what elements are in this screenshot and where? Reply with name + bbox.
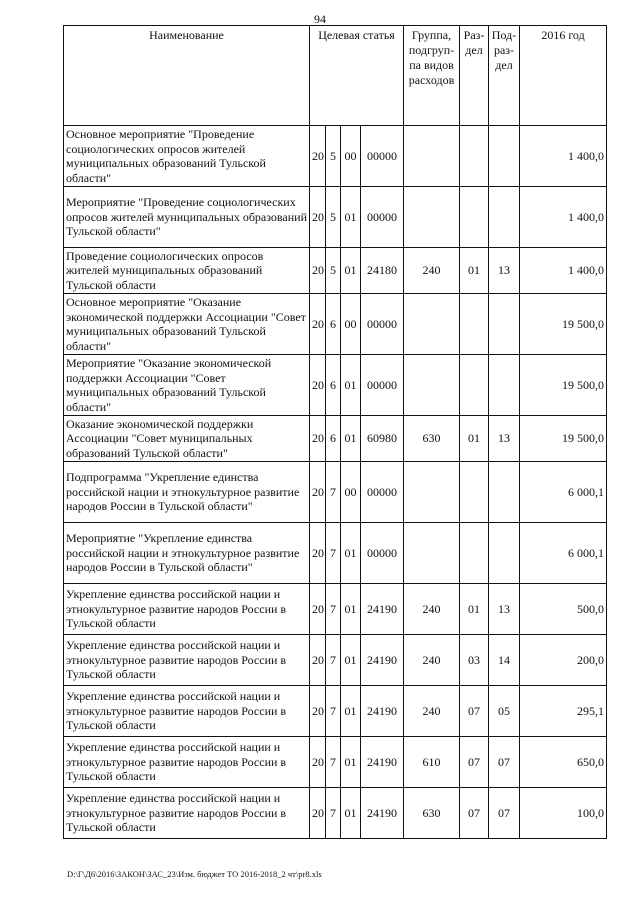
subsection-code: 13 [489,416,520,462]
target-code-subprogram: 6 [326,294,341,355]
page-number: 94 [314,12,326,26]
target-code-program: 20 [310,635,326,686]
target-code-direction: 24190 [361,686,404,737]
row-name: Укрепление единства российской нации и этнокультурное развитие народов России в Тульской области [64,686,310,737]
expense-group: 610 [404,737,460,788]
section-code [460,462,489,523]
target-code-direction: 00000 [361,462,404,523]
target-code-subprogram: 7 [326,635,341,686]
row-name: Укрепление единства российской нации и этнокультурное развитие народов России в Тульской области [64,788,310,839]
target-code-subprogram: 5 [326,126,341,187]
subsection-code [489,294,520,355]
amount-2016: 19 500,0 [520,294,607,355]
table-row [64,523,607,584]
header-year: 2016 год [520,26,607,126]
target-code-event: 00 [341,462,361,523]
table-body [64,126,607,839]
target-code-event: 01 [341,737,361,788]
section-code [460,523,489,584]
expense-group [404,126,460,187]
subsection-code: 14 [489,635,520,686]
subsection-code [489,355,520,416]
target-code-direction: 00000 [361,187,404,248]
section-code [460,294,489,355]
header-subsection: Под-раз-дел [489,26,520,126]
amount-2016: 1 400,0 [520,126,607,187]
section-code: 01 [460,416,489,462]
target-code-program: 20 [310,584,326,635]
amount-2016: 19 500,0 [520,416,607,462]
row-name: Укрепление единства российской нации и этнокультурное развитие народов России в Тульской области [64,635,310,686]
subsection-code: 13 [489,584,520,635]
table-row [64,686,607,737]
expense-group [404,294,460,355]
subsection-code: 07 [489,788,520,839]
table-header-row [64,26,607,126]
table-row [64,584,607,635]
expense-group [404,187,460,248]
header-group: Группа, подгруп-па видов расходов [404,26,460,126]
section-code: 07 [460,686,489,737]
target-code-event: 00 [341,294,361,355]
subsection-code: 05 [489,686,520,737]
header-name: Наименование [64,26,310,126]
target-code-event: 01 [341,416,361,462]
subsection-code [489,523,520,584]
target-code-event: 01 [341,635,361,686]
target-code-direction: 00000 [361,355,404,416]
target-code-program: 20 [310,788,326,839]
budget-table [63,25,607,839]
target-code-program: 20 [310,462,326,523]
header-section: Раз-дел [460,26,489,126]
expense-group: 630 [404,788,460,839]
amount-2016: 500,0 [520,584,607,635]
section-code: 07 [460,737,489,788]
amount-2016: 650,0 [520,737,607,788]
table-row [64,462,607,523]
target-code-direction: 00000 [361,294,404,355]
amount-2016: 1 400,0 [520,187,607,248]
section-code: 01 [460,248,489,294]
row-name: Основное мероприятие "Оказание экономической поддержки Ассоциации "Совет муниципальных образований Тульской области" [64,294,310,355]
target-code-program: 20 [310,187,326,248]
target-code-event: 01 [341,788,361,839]
target-code-direction: 00000 [361,126,404,187]
target-code-program: 20 [310,294,326,355]
table-row [64,737,607,788]
row-name: Укрепление единства российской нации и этнокультурное развитие народов России в Тульской области [64,737,310,788]
row-name: Оказание экономической поддержки Ассоциации "Совет муниципальных образований Тульской области" [64,416,310,462]
table-row [64,416,607,462]
target-code-program: 20 [310,355,326,416]
amount-2016: 19 500,0 [520,355,607,416]
row-name: Мероприятие "Укрепление единства российской нации и этнокультурное развитие народов России в Тульской области" [64,523,310,584]
target-code-event: 01 [341,584,361,635]
section-code [460,126,489,187]
expense-group: 240 [404,686,460,737]
target-code-direction: 24190 [361,788,404,839]
target-code-subprogram: 5 [326,248,341,294]
expense-group: 240 [404,248,460,294]
target-code-event: 01 [341,248,361,294]
target-code-subprogram: 6 [326,416,341,462]
table-row [64,294,607,355]
table-row [64,788,607,839]
row-name: Проведение социологических опросов жителей муниципальных образований Тульской области [64,248,310,294]
section-code: 03 [460,635,489,686]
target-code-program: 20 [310,416,326,462]
section-code [460,187,489,248]
target-code-program: 20 [310,686,326,737]
amount-2016: 100,0 [520,788,607,839]
target-code-event: 00 [341,126,361,187]
expense-group: 630 [404,416,460,462]
amount-2016: 1 400,0 [520,248,607,294]
target-code-subprogram: 7 [326,686,341,737]
amount-2016: 295,1 [520,686,607,737]
row-name: Укрепление единства российской нации и этнокультурное развитие народов России в Тульской области [64,584,310,635]
table-row [64,635,607,686]
target-code-program: 20 [310,126,326,187]
row-name: Мероприятие "Проведение социологических опросов жителей муниципальных образований Тульской области" [64,187,310,248]
target-code-subprogram: 7 [326,462,341,523]
table-row [64,187,607,248]
file-path-footer: D:\Г\Д6\2016\ЗАКОН\ЗАС_23\Изм. бюджет ТО 2016-2018_2 чт\pr8.xls [67,869,322,879]
target-code-program: 20 [310,737,326,788]
target-code-program: 20 [310,523,326,584]
target-code-event: 01 [341,523,361,584]
header-target-article: Целевая статья [310,26,404,126]
subsection-code: 13 [489,248,520,294]
target-code-program: 20 [310,248,326,294]
target-code-subprogram: 7 [326,737,341,788]
amount-2016: 200,0 [520,635,607,686]
target-code-subprogram: 7 [326,523,341,584]
row-name: Основное мероприятие "Проведение социологических опросов жителей муниципальных образований Тульской области" [64,126,310,187]
expense-group: 240 [404,635,460,686]
section-code [460,355,489,416]
subsection-code [489,462,520,523]
expense-group [404,462,460,523]
target-code-subprogram: 6 [326,355,341,416]
target-code-direction: 24190 [361,737,404,788]
target-code-event: 01 [341,686,361,737]
target-code-direction: 24190 [361,635,404,686]
section-code: 07 [460,788,489,839]
target-code-direction: 00000 [361,523,404,584]
table-row [64,126,607,187]
target-code-direction: 60980 [361,416,404,462]
target-code-subprogram: 7 [326,584,341,635]
target-code-subprogram: 7 [326,788,341,839]
row-name: Мероприятие "Оказание экономической поддержки Ассоциации "Совет муниципальных образований Тульской области" [64,355,310,416]
section-code: 01 [460,584,489,635]
expense-group: 240 [404,584,460,635]
subsection-code: 07 [489,737,520,788]
row-name: Подпрограмма "Укрепление единства российской нации и этнокультурное развитие народов России в Тульской области" [64,462,310,523]
target-code-direction: 24180 [361,248,404,294]
table-row [64,355,607,416]
amount-2016: 6 000,1 [520,462,607,523]
target-code-direction: 24190 [361,584,404,635]
expense-group [404,355,460,416]
target-code-event: 01 [341,187,361,248]
amount-2016: 6 000,1 [520,523,607,584]
subsection-code [489,126,520,187]
target-code-subprogram: 5 [326,187,341,248]
target-code-event: 01 [341,355,361,416]
subsection-code [489,187,520,248]
expense-group [404,523,460,584]
table-row [64,248,607,294]
